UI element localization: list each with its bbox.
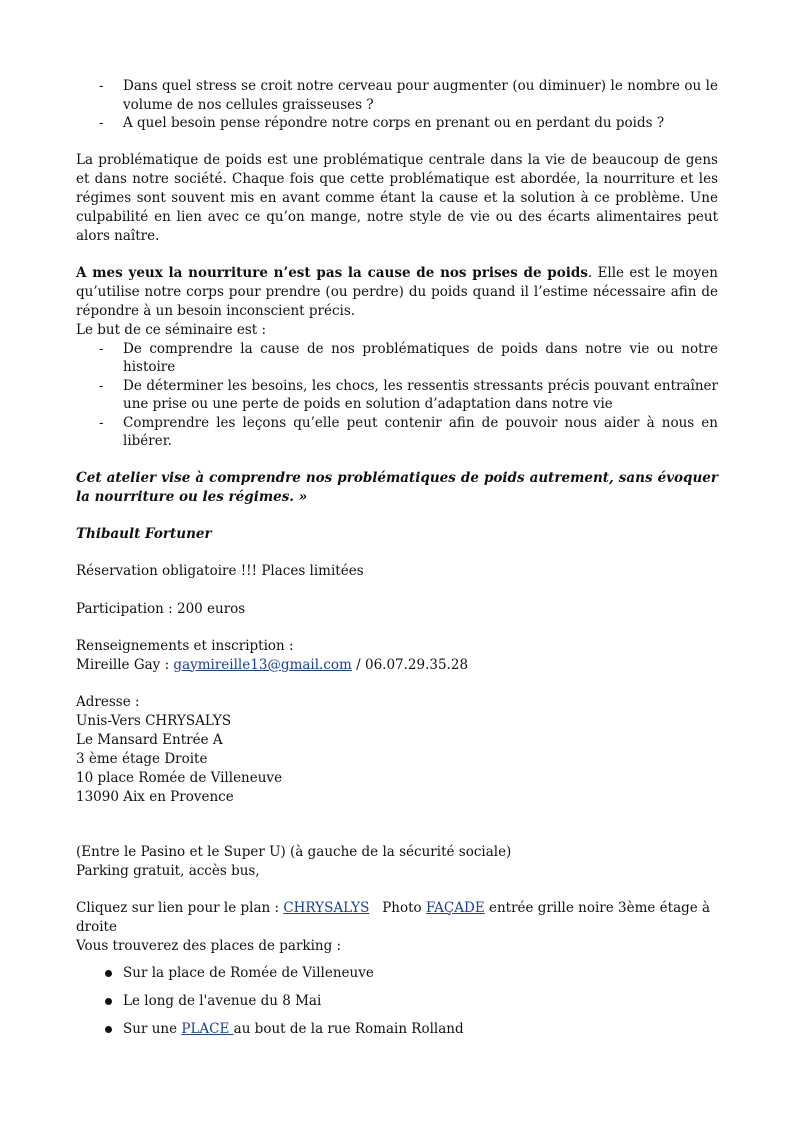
parking-item: Sur la place de Romée de Villeneuve <box>123 964 718 983</box>
plan-suffix: entrée grille noire 3ème étage à droite <box>76 899 711 935</box>
contact-line <box>76 656 718 675</box>
address-heading: Adresse : <box>76 693 140 710</box>
parking-note: Parking gratuit, accès bus, <box>76 862 260 879</box>
place-link[interactable]: PLACE <box>181 1020 234 1037</box>
question-item: - A quel besoin pense répondre notre corps en prenant ou en perdant du poids ? <box>123 114 718 133</box>
parking-item: Le long de l'avenue du 8 Mai <box>123 992 718 1011</box>
question-item: - Dans quel stress se croit notre cerveau pour augmenter (ou diminuer) le nombre ou le volume de nos cellules graisseuses ? <box>123 77 718 114</box>
location-note: (Entre le Pasino et le Super U) (à gauche de la sécurité sociale) <box>76 843 512 860</box>
goal-item: - De comprendre la cause de nos problématiques de poids dans notre vie ou notre histoire <box>123 340 718 377</box>
parking-list <box>76 964 718 1039</box>
contact-phone: / 06.07.29.35.28 <box>351 656 469 673</box>
participation-price: Participation : 200 euros <box>76 600 246 617</box>
intro-paragraph: La problématique de poids est une problématique centrale dans la vie de beaucoup de gens et dans notre société. Chaque fois que cette problématique est abordée, la nourriture et les régimes sont souvent mis en avant comme étant la cause et la solution à ce problème. Une culpabilité en lien avec ce qu’on mange, notre style de vie ou des écarts alimentaires peut alors naître. <box>76 151 718 244</box>
goal-intro: Le but de ce séminaire est : <box>76 321 267 338</box>
address-line: Unis-Vers CHRYSALYS <box>76 712 232 729</box>
goal-item: - De déterminer les besoins, les chocs, les ressentis stressants précis pouvant entraîner une prise ou une perte de poids en solution d’adaptation dans notre vie <box>123 377 718 414</box>
document-page <box>76 77 718 1048</box>
parking-item-after: au bout de la rue Romain Rolland <box>233 1020 464 1037</box>
reservation-notice: Réservation obligatoire !!! Places limitées <box>76 562 364 579</box>
parking-intro: Vous trouverez des places de parking : <box>76 937 342 954</box>
chrysalys-plan-link[interactable]: CHRYSALYS <box>283 899 370 916</box>
summary-statement: Cet atelier vise à comprendre nos problématiques de poids autrement, sans évoquer la nourriture ou les régimes. » <box>76 469 718 505</box>
view-paragraph <box>76 264 718 321</box>
contact-heading: Renseignements et inscription : <box>76 637 294 654</box>
address-line: 10 place Romée de Villeneuve <box>76 769 283 786</box>
goal-item: - Comprendre les leçons qu’elle peut contenir afin de pouvoir nous aider à nous en libérer. <box>123 414 718 451</box>
author-name: Thibault Fortuner <box>76 525 212 542</box>
question-list <box>76 77 718 133</box>
parking-item <box>123 1020 718 1039</box>
facade-photo-link[interactable]: FAÇADE <box>425 899 485 916</box>
plan-middle: Photo <box>369 899 426 916</box>
contact-name: Mireille Gay : <box>76 656 174 673</box>
address-line: 13090 Aix en Provence <box>76 788 234 805</box>
email-link[interactable]: gaymireille13@gmail.com <box>173 656 352 673</box>
address-line: Le Mansard Entrée A <box>76 731 223 748</box>
view-bold-statement: A mes yeux la nourriture n’est pas la cause de nos prises de poids <box>76 264 588 281</box>
goal-list <box>76 340 718 451</box>
view-rest: . Elle est le moyen qu’utilise notre corps pour prendre (ou perdre) du poids quand il l’estime nécessaire afin de répondre à un besoin inconscient précis. <box>76 264 718 319</box>
plan-prefix: Cliquez sur lien pour le plan : <box>76 899 284 916</box>
address-line: 3 ème étage Droite <box>76 750 208 767</box>
plan-line <box>76 899 718 937</box>
parking-item-before: Sur une <box>123 1020 182 1037</box>
